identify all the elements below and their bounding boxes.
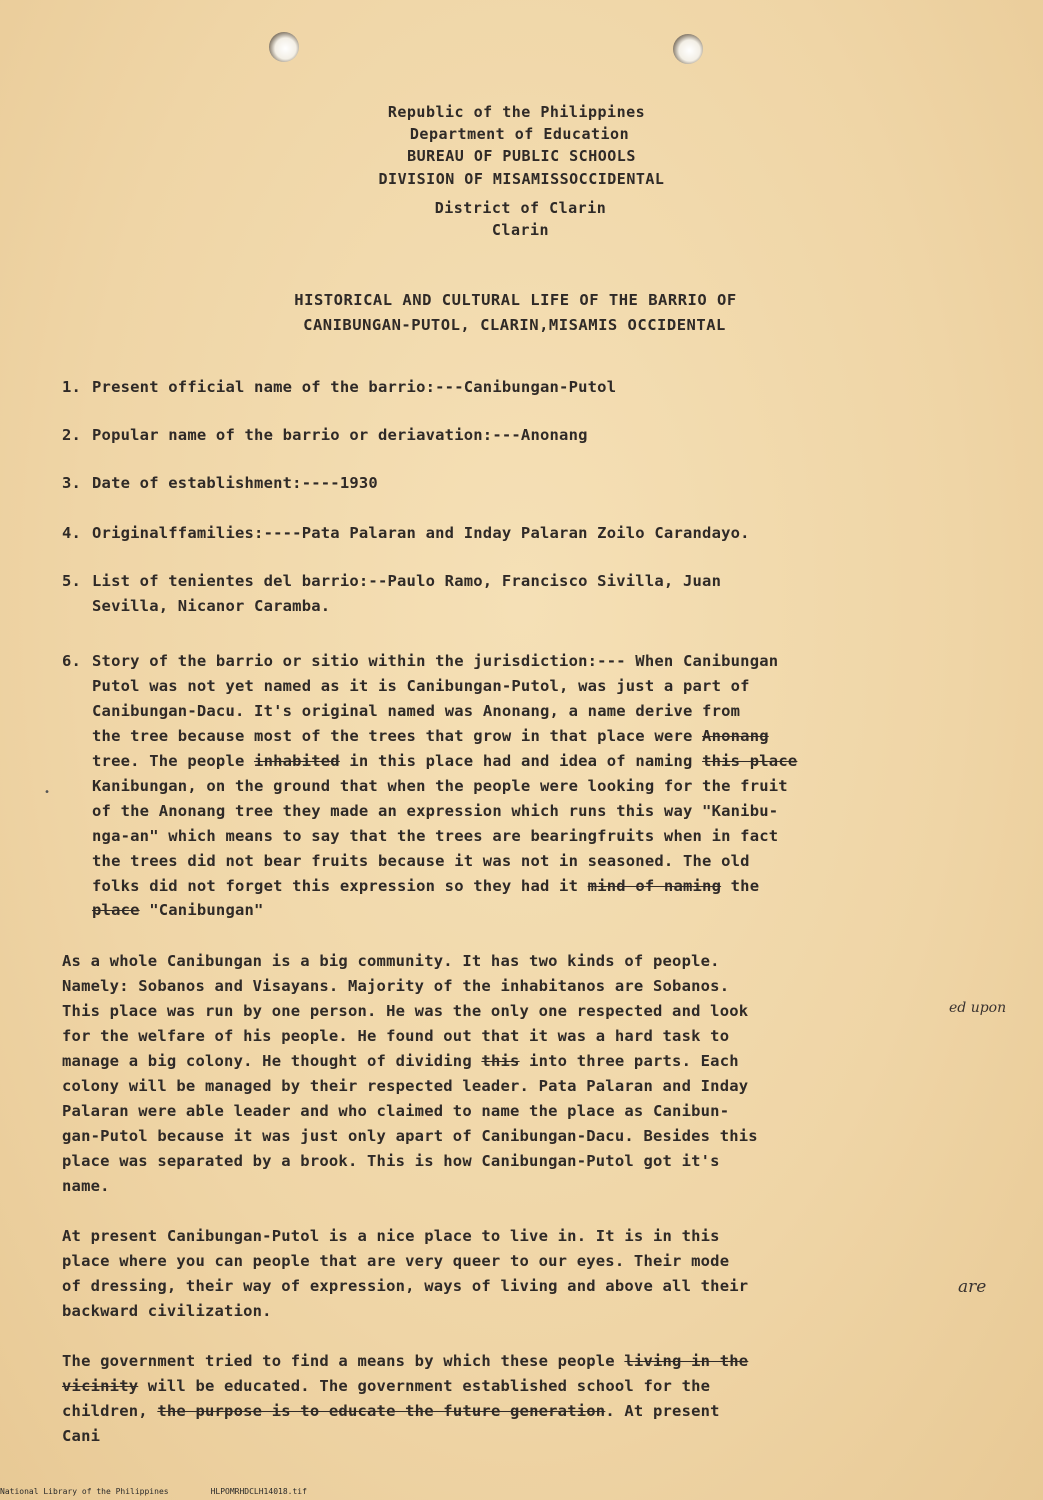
para2-line-5a: manage a big colony. He thought of dividing [62,1052,482,1070]
footer-file: HLPOMRHDCLH14018.tif [210,1487,307,1496]
story-line-5 [92,752,797,770]
para4-line-2b: will be educated. The government established school for the [138,1377,711,1395]
para2-line-5 [62,1052,739,1070]
para4-line-1 [62,1352,748,1370]
para2-line-8: gan-Putol because it was just only apart of Canibungan-Dacu. Besides this [62,1127,758,1145]
story-line-2: Putol was not yet named as it is Canibungan-Putol, was just a part of [92,677,750,695]
para2-line-7: Palaran were able leader and who claimed to name the place as Canibun- [62,1102,730,1120]
story-line-11b: "Canibungan" [139,901,264,919]
story-line-5d: this place [702,752,798,770]
para2-line-4: for the welfare of his people. He found out that it was a hard task to [62,1027,730,1045]
para2-line-10: name. [62,1177,110,1195]
item-3: 3. Date of establishment:----1930 [62,474,378,492]
item-6: 6. Story of the barrio or sitio within the jurisdiction:--- When Canibungan [62,652,779,670]
item-4: 4. Originalffamilies:----Pata Palaran and Inday Palaran Zoilo Carandayo. [62,524,750,542]
story-line-8: nga-an" which means to say that the trees are bearingfruits when in fact [92,827,779,845]
para3-line-2: place where you can people that are very queer to our eyes. Their mode [62,1252,730,1270]
story-line-4b: Anonang [702,727,769,745]
story-line-4a: the tree because most of the trees that grow in that place were [92,727,703,745]
handwritten-ed-upon: ed upon [949,1000,1007,1016]
story-line-6: Kanibungan, on the ground that when the people were looking for the fruit [92,777,788,795]
story-line-5c: in this place had and idea of naming [339,752,703,770]
para4-line-2a: vicinity [62,1377,139,1395]
para3-line-1: At present Canibungan-Putol is a nice place to live in. It is in this [62,1227,720,1245]
story-line-10c: the [721,877,760,895]
story-line-3b: was Anonang, a name derive from [435,702,741,720]
item-5: 5. List of tenientes del barrio:--Paulo Ramo, Francisco Sivilla, Juan [62,572,722,590]
handwritten-are: are [958,1277,987,1297]
header-bureau: BUREAU OF PUBLIC SCHOOLS [407,147,636,165]
title-line-2: CANIBUNGAN-PUTOL, CLARIN,MISAMIS OCCIDENTAL [303,316,726,334]
para2-line-5c: into three parts. Each [519,1052,739,1070]
story-line-11 [92,901,264,919]
item-2-text: Popular name of the barrio or deriavation:---Anonang [92,426,588,444]
header-town: Clarin [491,221,550,239]
item-4-text: Originalffamilies:----Pata Palaran and Inday Palaran Zoilo Carandayo. [92,524,750,542]
story-line-9: the trees did not bear fruits because it was not in seasoned. The old [92,852,750,870]
para4-line-1a: The government tried to find a means by which these people [62,1352,625,1370]
story-line-10b: mind of naming [587,877,722,895]
story-line-3 [92,702,740,720]
para4-line-1b: living in the [624,1352,749,1370]
item-5-text-1: List of tenientes del barrio:--Paulo Ramo, Francisco Sivilla, Juan [92,572,722,590]
item-2: 2. Popular name of the barrio or deriavation:---Anonang [62,426,588,444]
story-line-3a: Canibungan-Dacu. It's original named [92,702,436,720]
para2-line-6: colony will be managed by their respected leader. Pata Palaran and Inday [62,1077,749,1095]
story-line-1: Story of the barrio or sitio within the jurisdiction:--- When Canibungan [92,652,779,670]
footer-library: National Library of the Philippines [0,1487,169,1496]
item-1: 1. Present official name of the barrio:---Canibungan-Putol [62,378,617,396]
story-line-10a: folks did not forget this expression so they had it [92,877,588,895]
item-3-text: Date of establishment:----1930 [92,474,378,492]
margin-mark: • [44,787,51,798]
item-5-text-2: Sevilla, Nicanor Caramba. [92,597,331,615]
story-line-10 [92,877,759,895]
punch-hole-right [673,34,703,64]
para4-line-3 [62,1402,720,1420]
scan-footer [0,1487,349,1496]
story-line-5b: inhabited [254,752,340,770]
item-1-text: Present official name of the barrio:---Canibungan-Putol [92,378,617,396]
story-line-11a: place [92,901,140,919]
header-division: DIVISION OF MISAMISSOCCIDENTAL [378,170,665,188]
story-line-7: of the Anonang tree they made an expression which runs this way "Kanibu- [92,802,779,820]
para2-line-3: This place was run by one person. He was the only one respected and look [62,1002,749,1020]
story-line-5a: tree. The people [92,752,255,770]
para4-line-4: Cani [62,1427,101,1445]
header-department: Department of Education [409,125,630,143]
para4-line-2 [62,1377,710,1395]
para2-line-5b: this [481,1052,520,1070]
story-line-4 [92,727,769,745]
para4-line-3a: children, [62,1402,158,1420]
para2-line-1: As a whole Canibungan is a big community. It has two kinds of people. [62,952,720,970]
title-line-1: HISTORICAL AND CULTURAL LIFE OF THE BARRIO OF [294,291,737,309]
para4-line-3c: . At present [605,1402,720,1420]
header-republic: Republic of the Philippines [387,103,646,121]
para2-line-9: place was separated by a brook. This is how Canibungan-Putol got it's [62,1152,720,1170]
para3-line-4: backward civilization. [62,1302,272,1320]
para2-line-2: Namely: Sobanos and Visayans. Majority of the inhabitanos are Sobanos. [62,977,730,995]
para3-line-3: of dressing, their way of expression, ways of living and above all their [62,1277,749,1295]
punch-hole-left [269,32,299,62]
header-district: District of Clarin [434,199,607,217]
para4-line-3b: the purpose is to educate the future generation [157,1402,606,1420]
